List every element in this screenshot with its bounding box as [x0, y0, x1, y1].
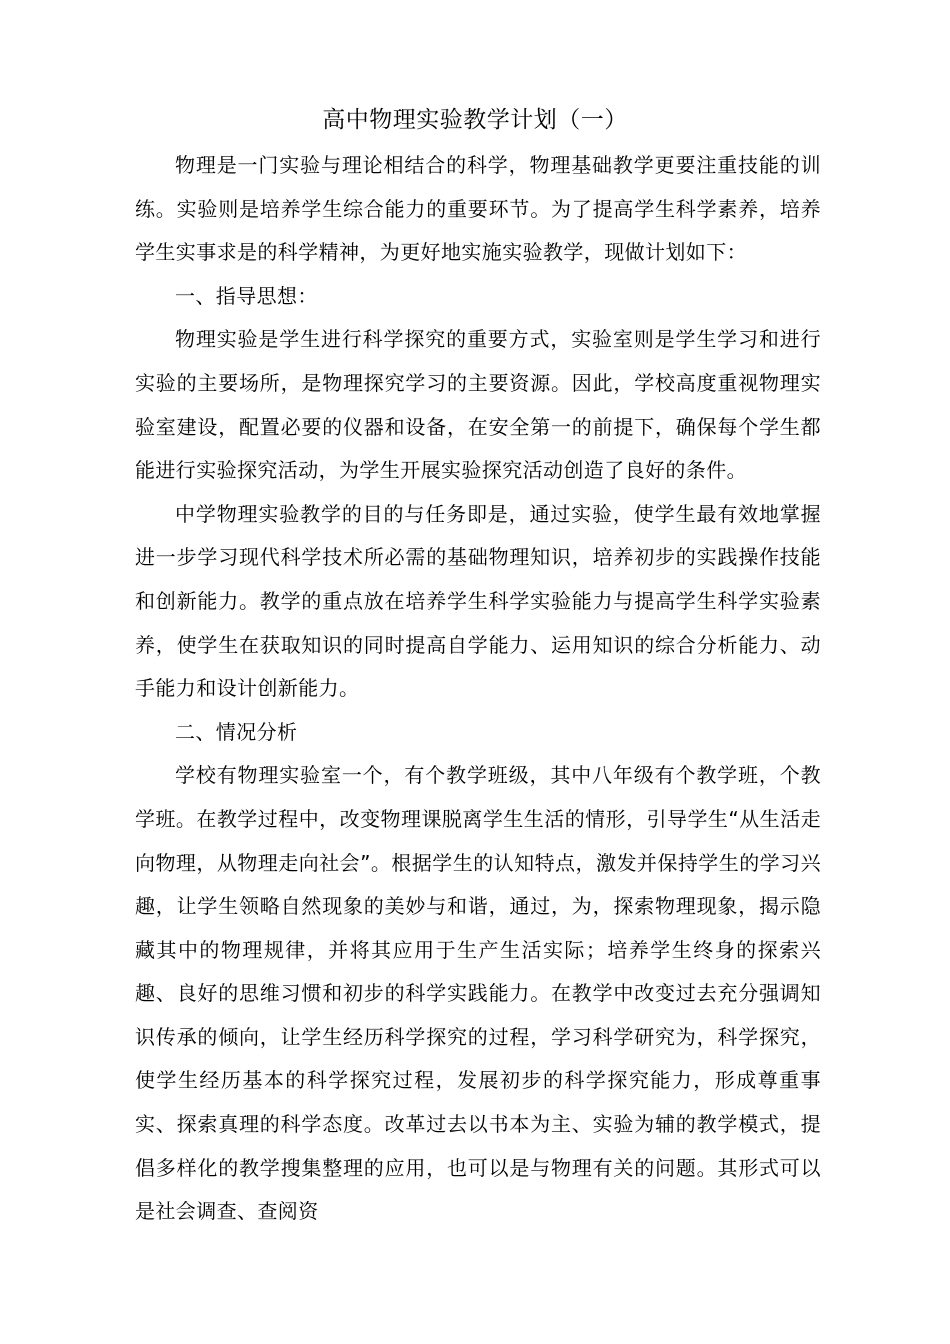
intro-paragraph: 物理是一门实验与理论相结合的科学，物理基础教学更要注重技能的训练。实验则是培养学生综合能力的重要环节。为了提高学生科学素养，培养学生实事求是的科学精神，为更好地实施实验教学，现做计划如下： — [135, 153, 821, 265]
guiding-thought-paragraph-1: 物理实验是学生进行科学探究的重要方式，实验室则是学生学习和进行实验的主要场所，是物理探究学习的主要资源。因此，学校高度重视物理实验室建设，配置必要的仪器和设备，在安全第一的前提下，确保每个学生都能进行实验探究活动，为学生开展实验探究活动创造了良好的条件。 — [135, 327, 821, 483]
section-heading-situation-analysis: 二、情况分析 — [175, 719, 298, 744]
document-title: 高中物理实验教学计划（一） — [322, 107, 628, 133]
situation-analysis-paragraph: 学校有物理实验室一个，有个教学班级，其中八年级有个教学班，个教学班。在教学过程中，改变物理课脱离学生生活的情形，引导学生“从生活走向物理，从物理走向社会”。根据学生的认知特点，激发并保持学生的学习兴趣，让学生领略自然现象的美妙与和谐，通过，为，探索物理现象，揭示隐藏其中的物理规律，并将其应用于生产生活实际；培养学生终身的探索兴趣、良好的思维习惯和初步的科学实践能力。在教学中改变过去充分强调知识传承的倾向，让学生经历科学探究的过程，学习科学研究为，科学探究，使学生经历基本的科学探究过程，发展初步的科学探究能力，形成尊重事实、探索真理的科学态度。改革过去以书本为主、实验为辅的教学模式，提倡多样化的教学搜集整理的应用，也可以是与物理有关的问题。其形式可以是社会调查、查阅资 — [135, 763, 821, 1224]
section-heading-guiding-thought: 一、指导思想： — [175, 283, 318, 308]
guiding-thought-paragraph-2: 中学物理实验教学的目的与任务即是，通过实验，使学生最有效地掌握进一步学习现代科学技术所必需的基础物理知识，培养初步的实践操作技能和创新能力。教学的重点放在培养学生科学实验能力与提高学生科学实验素养，使学生在获取知识的同时提高自学能力、运用知识的综合分析能力、动手能力和设计创新能力。 — [135, 501, 821, 701]
document-body — [135, 144, 821, 1234]
